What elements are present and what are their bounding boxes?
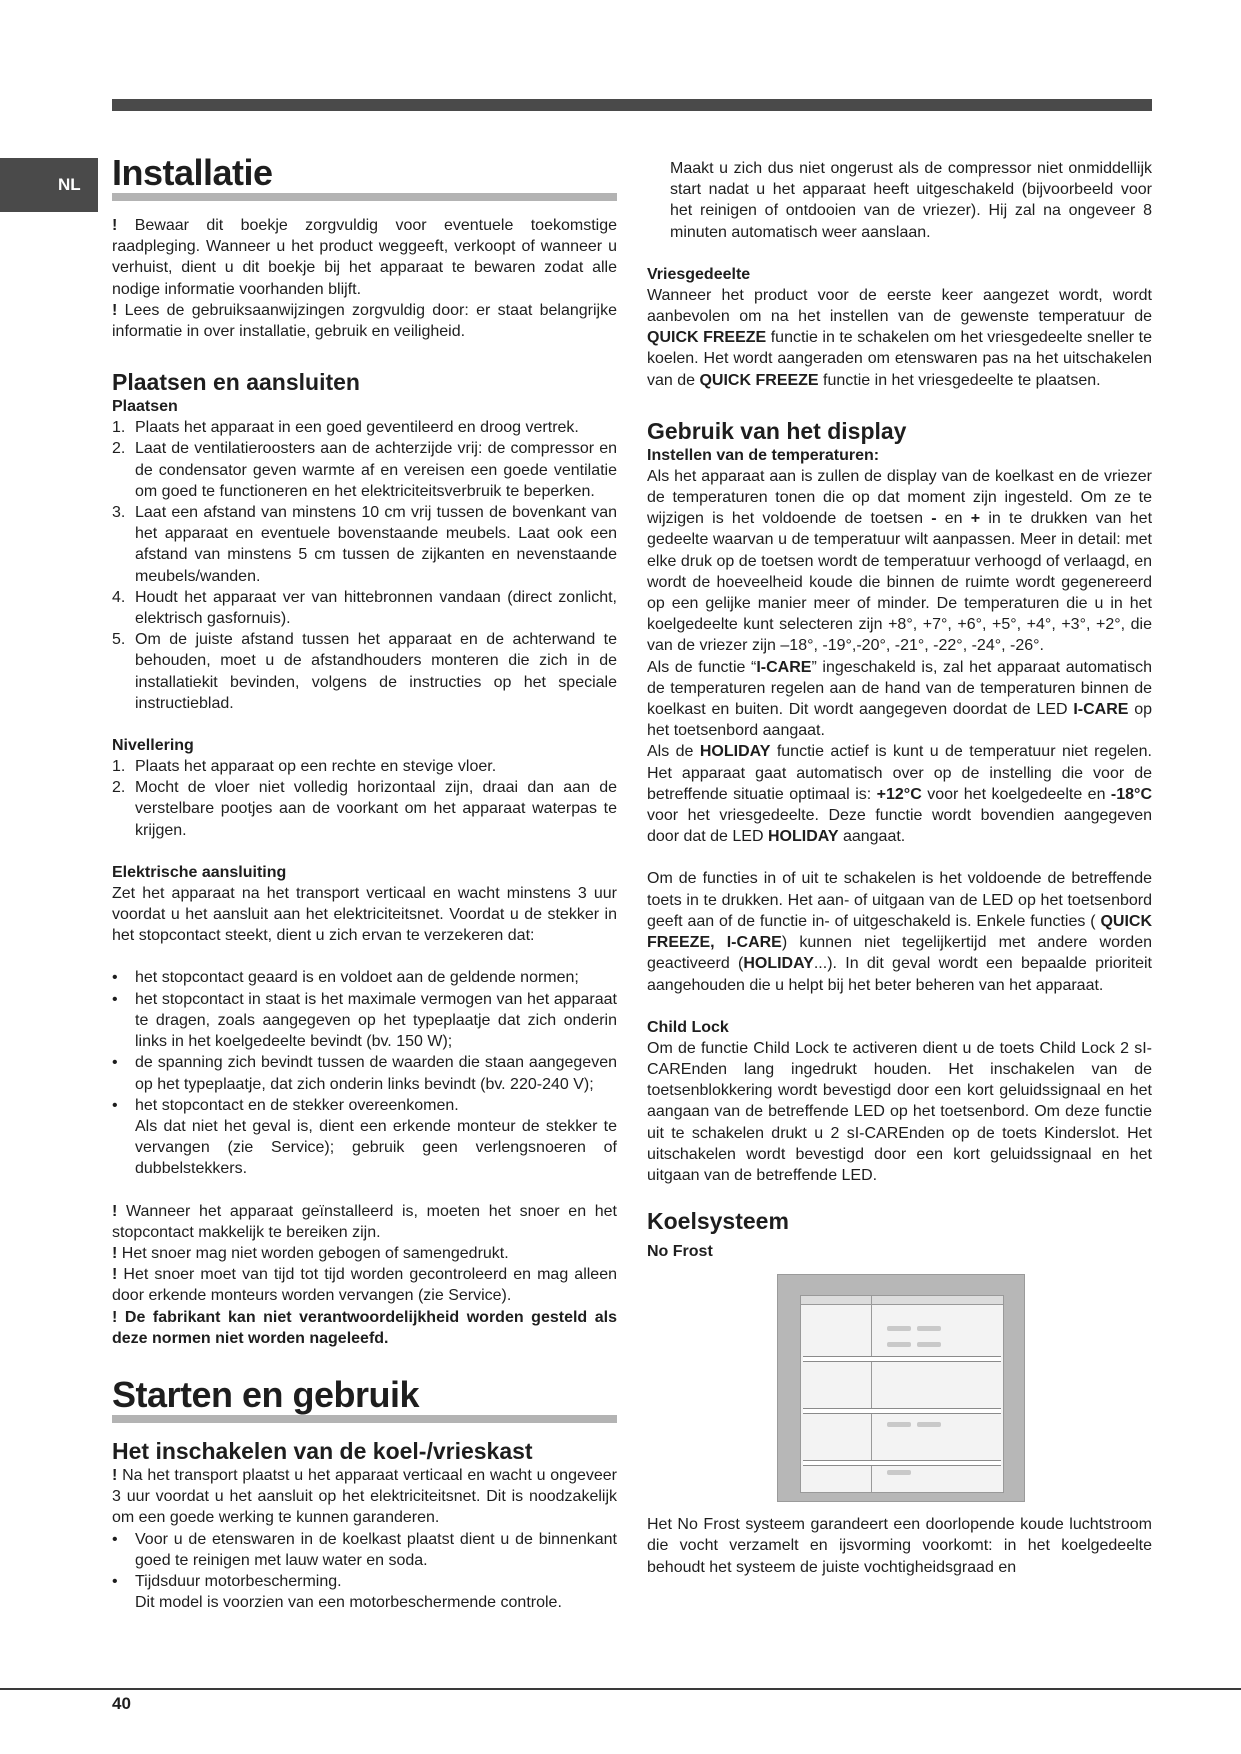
fridge-top-panel [801, 1296, 1003, 1305]
vent-icon [887, 1422, 911, 1427]
header-bar [112, 99, 1152, 111]
right-column [647, 158, 1152, 1578]
heading-elektrische-aansluiting: Elektrische aansluiting [112, 863, 287, 881]
warning-1: ! Wanneer het apparaat geïnstalleerd is, moeten het snoer en het stopcontact makkelijk te bereiken zijn. [112, 1202, 617, 1241]
bullet-icon: • [112, 1054, 118, 1072]
heading-nivellering: Nivellering [112, 737, 194, 755]
list-item: • de spanning zich bevindt tussen de waarden die staan aangegeven op het typeplaatje, dat zich onderin links bevindt (bv. 220-240 V); [112, 1054, 617, 1093]
list-item: 3. Laat een afstand van minstens 10 cm vrij tussen de bovenkant van het apparaat en eventuele bovenstaande meubels. Laat ook een afstand van minstens 5 cm tussen de zijkanten en nevenstaande meubels/wanden. [112, 504, 617, 585]
vries-paragraph: Wanneer het product voor de eerste keer aangezet wordt, wordt aanbevolen om na het instellen van de gewenste temperatuur de QUICK FREEZE functie in te schakelen om het vriesgedeelte sneller te koelen. Het wordt aangeraden om etenswaren pas na het uitschakelen van de QUICK FREEZE functie in het vriesgedeelte te plaatsen. [647, 286, 1153, 389]
list-item: 2. Mocht de vloer niet volledig horizontaal zijn, draai dan aan de verstelbare pootjes aan de voorkant om het apparaat waterpas te krijgen. [112, 779, 617, 839]
exclamation-icon: ! [112, 1202, 118, 1220]
list-item: 5. Om de juiste afstand tussen het apparaat en de achterwand te behouden, moet u de afstandhouders monteren die zich in de installatiekit bevinden, volgens de instructies op het speciale instructieblad. [112, 631, 617, 712]
list-item: 2. Laat de ventilatieroosters aan de achterzijde vrij: de compressor en de condensator geven warmte af en vereisen een goede ventilatie om goed te functioneren en het elektriciteitsverbruik te beperken. [112, 440, 617, 500]
temps-paragraph: Als het apparaat aan is zullen de display van de koelkast en de vriezer de temperaturen tonen die op dat moment zijn ingesteld. Om ze te wijzigen is het voldoende de toetsen - en + in te drukken van het gedeelte waarvan u de temperatuur wilt aanpassen. Meer in detail: met elke druk op de toetsen wordt de temperatuur verhoogd of verlaagd, en wordt de hoeveelheid koude die binnen de ruimte wordt gegenereerd op een gelijke manier meer of minder. De temperaturen die u in het koelgedeelte kunt selecteren zijn +8°, +7°, +6°, +5°, +4°, +3°, +2°, die van de vriezer zijn –18°, -19°,-20°, -21°, -22°, -24°, -26°. [647, 467, 1153, 655]
warning-2: ! Het snoer mag niet worden gebogen of samengedrukt. [112, 1244, 509, 1262]
heading-plaatsen: Plaatsen [112, 398, 178, 416]
exclamation-icon: ! [112, 301, 118, 319]
plaatsen-list [112, 417, 617, 714]
heading-plaatsen-aansluiten: Plaatsen en aansluiten [112, 369, 360, 396]
intro-paragraph-1: ! Bewaar dit boekje zorgvuldig voor eventuele toekomstige raadpleging. Wanneer u het product weggeeft, verkoopt of wanneer u verhuist, dient u dit boekje bij het apparaat te bewaren zodat alle nodige informatie voorhanden blijft. [112, 217, 617, 298]
nivellering-list [112, 756, 617, 841]
icare-paragraph: Als de functie “I-CARE” ingeschakeld is, zal het apparaat automatisch de temperaturen regelen aan de hand van de temperaturen binnen de koelkast en buiten. Dit wordt aangegeven doordat de LED I-CARE op het toetsenbord aangaat. [647, 658, 1152, 740]
elektrisch-intro: Zet het apparaat na het transport verticaal en wacht minstens 3 uur voordat u het aansluit aan het elektriciteitsnet. Voordat u de stekker in het stopcontact steekt, dient u zich ervan te verzekeren dat: [112, 884, 617, 945]
list-item: • Tijdsduur motorbescherming. [112, 1571, 617, 1592]
functies-paragraph: Om de functies in of uit te schakelen is het voldoende de betreffende toets in te drukken. Het aan- of uitgaan van de LED op het toetsenbord geeft aan of de functie in- of uitgeschakeld is. Enkele functies ( QUICK FREEZE, I-CARE) kunnen niet tegelijkertijd met andere worden geactiveerd (HOLIDAY...). In dit geval wordt een bepaalde prioriteit aangehouden die u helpt bij het beter beheren van het apparaat. [647, 870, 1152, 994]
warning-3: ! Het snoer moet van tijd tot tijd worden gecontroleerd en mag alleen door erkende monteurs worden vervangen (zie Service). [112, 1266, 617, 1305]
shelf [803, 1460, 1001, 1466]
heading-display: Gebruik van het display [647, 417, 907, 444]
heading-child-lock: Child Lock [647, 1018, 729, 1036]
heading-vriesgedeelte: Vriesgedeelte [647, 265, 751, 283]
bullet-icon: • [112, 969, 118, 987]
warning-bold: ! De fabrikant kan niet verantwoordelijkheid worden gesteld als deze normen niet worden nageleefd. [112, 1308, 617, 1347]
list-item: • het stopcontact geaard is en voldoet aan de geldende normen; [112, 967, 617, 988]
heading-no-frost: No Frost [647, 1243, 713, 1261]
heading-inschakelen: Het inschakelen van de koel-/vrieskast [112, 1437, 533, 1464]
holiday-paragraph: Als de HOLIDAY functie actief is kunt u de temperatuur niet regelen. Het apparaat gaat automatisch over op de instelling die voor de betreffende situatie optimaal is: +12°C voor het koelgedeelte en -18°C voor het vriesgedeelte. Deze functie wordt bovendien aangegeven door dat de LED HOLIDAY aangaat. [647, 743, 1152, 846]
shelf [803, 1356, 1001, 1362]
vent-icon [917, 1342, 941, 1347]
exclamation-icon: ! [112, 1466, 118, 1484]
shelf [803, 1408, 1001, 1414]
title-installatie: Installatie [112, 153, 617, 201]
footer-line [0, 1688, 1241, 1690]
language-tab: NL [0, 158, 98, 212]
exclamation-icon: ! [112, 1244, 118, 1262]
intro-paragraph-2: ! Lees de gebruiksaanwijzingen zorgvuldig door: er staat belangrijke informatie in over installatie, gebruik en veiligheid. [112, 301, 617, 341]
elektrisch-extra: Als dat niet het geval is, dient een erkende monteur de stekker te vervangen (zie Service); gebruik geen verlengsnoeren of dubbelstekkers. [135, 1117, 617, 1178]
heading-koelsysteem: Koelsysteem [647, 1208, 789, 1235]
inschakelen-intro: ! Na het transport plaatst u het apparaat verticaal en wacht u ongeveer 3 uur voordat u het aansluit op het elektriciteitsnet. Dit is noodzakelijk om een goede werking te kunnen garanderen. [112, 1466, 617, 1527]
list-item: 1. Plaats het apparaat in een goed geventileerd en droog vertrek. [112, 419, 579, 437]
inschakelen-list [112, 1529, 617, 1593]
bullet-icon: • [112, 990, 118, 1008]
bullet-icon: • [112, 1096, 118, 1114]
childlock-paragraph: Om de functie Child Lock te activeren dient u de toets Child Lock 2 sI-CAREnden lang ingedrukt houden. Het inschakelen van de toetsenblokkering wordt bevestigd door een kort geluidssignaal en het aangaan van de betreffende LED op het toetsenbord. Om deze functie uit te schakelen drukt u 2 sI-CAREnden op de toets Kinderslot. Het uitschakelen wordt bevestigd door een kort geluidssignaal en het uitgaan van de betreffende LED. [647, 1039, 1152, 1184]
exclamation-icon: ! [112, 217, 118, 234]
list-item: 1. Plaats het apparaat op een rechte en stevige vloer. [112, 758, 497, 776]
inschakelen-extra: Dit model is voorzien van een motorbeschermende controle. [135, 1594, 562, 1612]
no-frost-fridge-illustration [777, 1274, 1025, 1502]
heading-temperaturen: Instellen van de temperaturen: [647, 446, 880, 464]
title-starten-gebruik: Starten en gebruik [112, 1375, 617, 1423]
bullet-icon: • [112, 1530, 118, 1548]
vent-icon [887, 1342, 911, 1347]
list-item: • het stopcontact en de stekker overeenkomen. [112, 1095, 617, 1116]
left-column [112, 153, 617, 1613]
fridge-interior [800, 1295, 1004, 1493]
exclamation-icon: ! [112, 1266, 118, 1284]
vent-icon [917, 1326, 941, 1331]
list-item: 4. Houdt het apparaat ver van hittebronnen vandaan (direct zonlicht, elektrisch gasfornuis). [112, 588, 617, 628]
bullet-icon: • [112, 1572, 118, 1590]
list-item: • het stopcontact in staat is het maximale vermogen van het apparaat te dragen, zoals aangegeven op het typeplaatje dat zich onderin links in het koelgedeelte bevindt (bv. 150 W); [112, 990, 617, 1051]
vent-icon [887, 1326, 911, 1331]
vent-icon [917, 1422, 941, 1427]
nofrost-paragraph: Het No Frost systeem garandeert een doorlopende koude luchtstroom die vocht verzamelt en ijsvorming voorkomt: in het koelgedeelte behoudt het systeem de juiste vochtigheidsgraad en [647, 1516, 1152, 1576]
elektrisch-list [112, 967, 617, 1115]
compressor-continuation: Maakt u zich dus niet ongerust als de compressor niet onmiddellijk start nadat u het apparaat heeft uitgeschakeld (bijvoorbeeld voor het reinigen of ontdooien van de vriezer). Hij zal na ongeveer 8 minuten automatisch weer aanslaan. [670, 160, 1152, 241]
list-item: • Voor u de etenswaren in de koelkast plaatst dient u de binnenkant goed te reinigen met lauw water en soda. [112, 1530, 617, 1569]
page-number: 40 [112, 1694, 131, 1713]
vent-icon [887, 1470, 911, 1475]
